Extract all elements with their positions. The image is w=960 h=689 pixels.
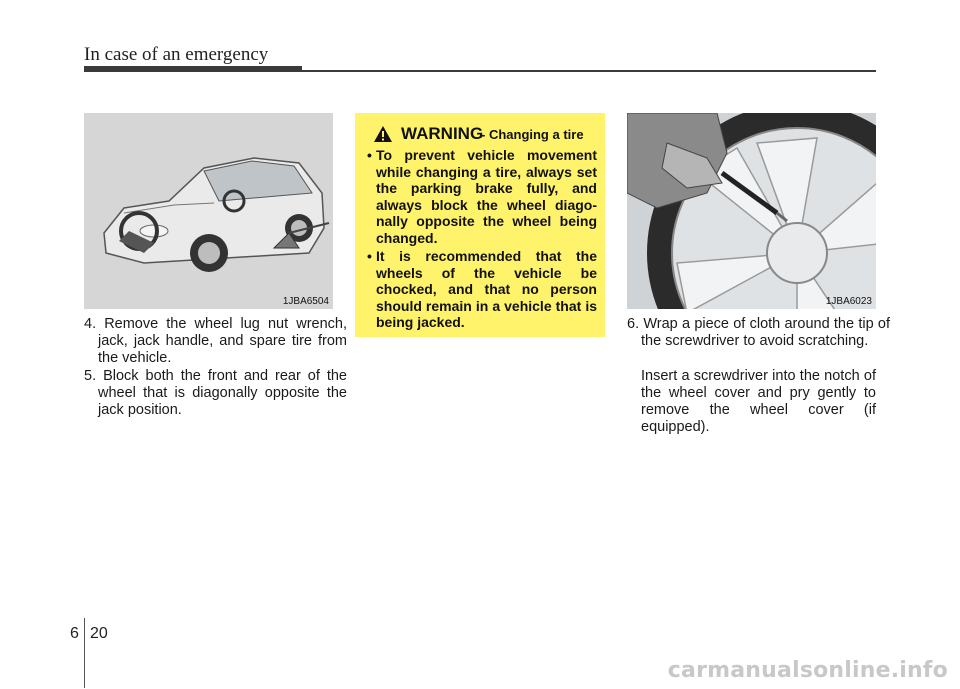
- warning-item-text: It is recommended that the wheels of the vehicle be chocked, and that no person should remain in a vehicle that is being jacked.: [376, 248, 597, 330]
- warning-box: [355, 113, 605, 337]
- step-6-note-text: Insert a screwdriver into the notch of the wheel cover and pry gently to remove the wheel cover (if equipped).: [641, 368, 876, 435]
- figure-code-right: 1JBA6023: [825, 296, 872, 307]
- watermark-logo: carmanualsonline.info: [667, 658, 948, 683]
- warning-item: [363, 147, 597, 246]
- warning-list: [363, 147, 597, 333]
- figure-code-left: 1JBA6504: [282, 296, 329, 307]
- footer-divider: [84, 618, 85, 688]
- header-rule-thin: [302, 70, 876, 72]
- step-5-text: 5. Block both the front and rear of the wheel that is diagonally opposite the jack position.: [84, 368, 347, 418]
- warning-subtitle: - Changing a tire: [481, 127, 584, 142]
- warning-title: WARNING: [401, 124, 484, 143]
- chapter-number: 6: [70, 625, 79, 642]
- warning-item: [363, 248, 597, 331]
- step-4-text: 4. Remove the wheel lug nut wrench, jack, jack handle, and spare tire from the vehicle.: [84, 316, 347, 366]
- wheel-cover-drawing: [627, 113, 876, 309]
- car-jack-illustration: [84, 113, 333, 309]
- warning-triangle-icon: [373, 125, 393, 143]
- wheel-cover-illustration: [627, 113, 876, 309]
- step-6-text: 6. Wrap a piece of cloth around the tip of the screwdriver to avoid scratching.: [627, 316, 890, 349]
- bullet: •: [367, 147, 372, 163]
- warning-header: [365, 123, 595, 145]
- header-rule-thick: [84, 66, 302, 72]
- page-number: 20: [90, 625, 108, 642]
- chapter-header-title: In case of an emergency: [84, 44, 269, 65]
- car-jack-drawing: [84, 113, 333, 309]
- bullet: •: [367, 248, 372, 264]
- warning-item-text: To prevent vehicle movement while changing a tire, always set the parking brake fully, and always block the wheel diago-nally opposite the wheel being changed.: [376, 147, 597, 246]
